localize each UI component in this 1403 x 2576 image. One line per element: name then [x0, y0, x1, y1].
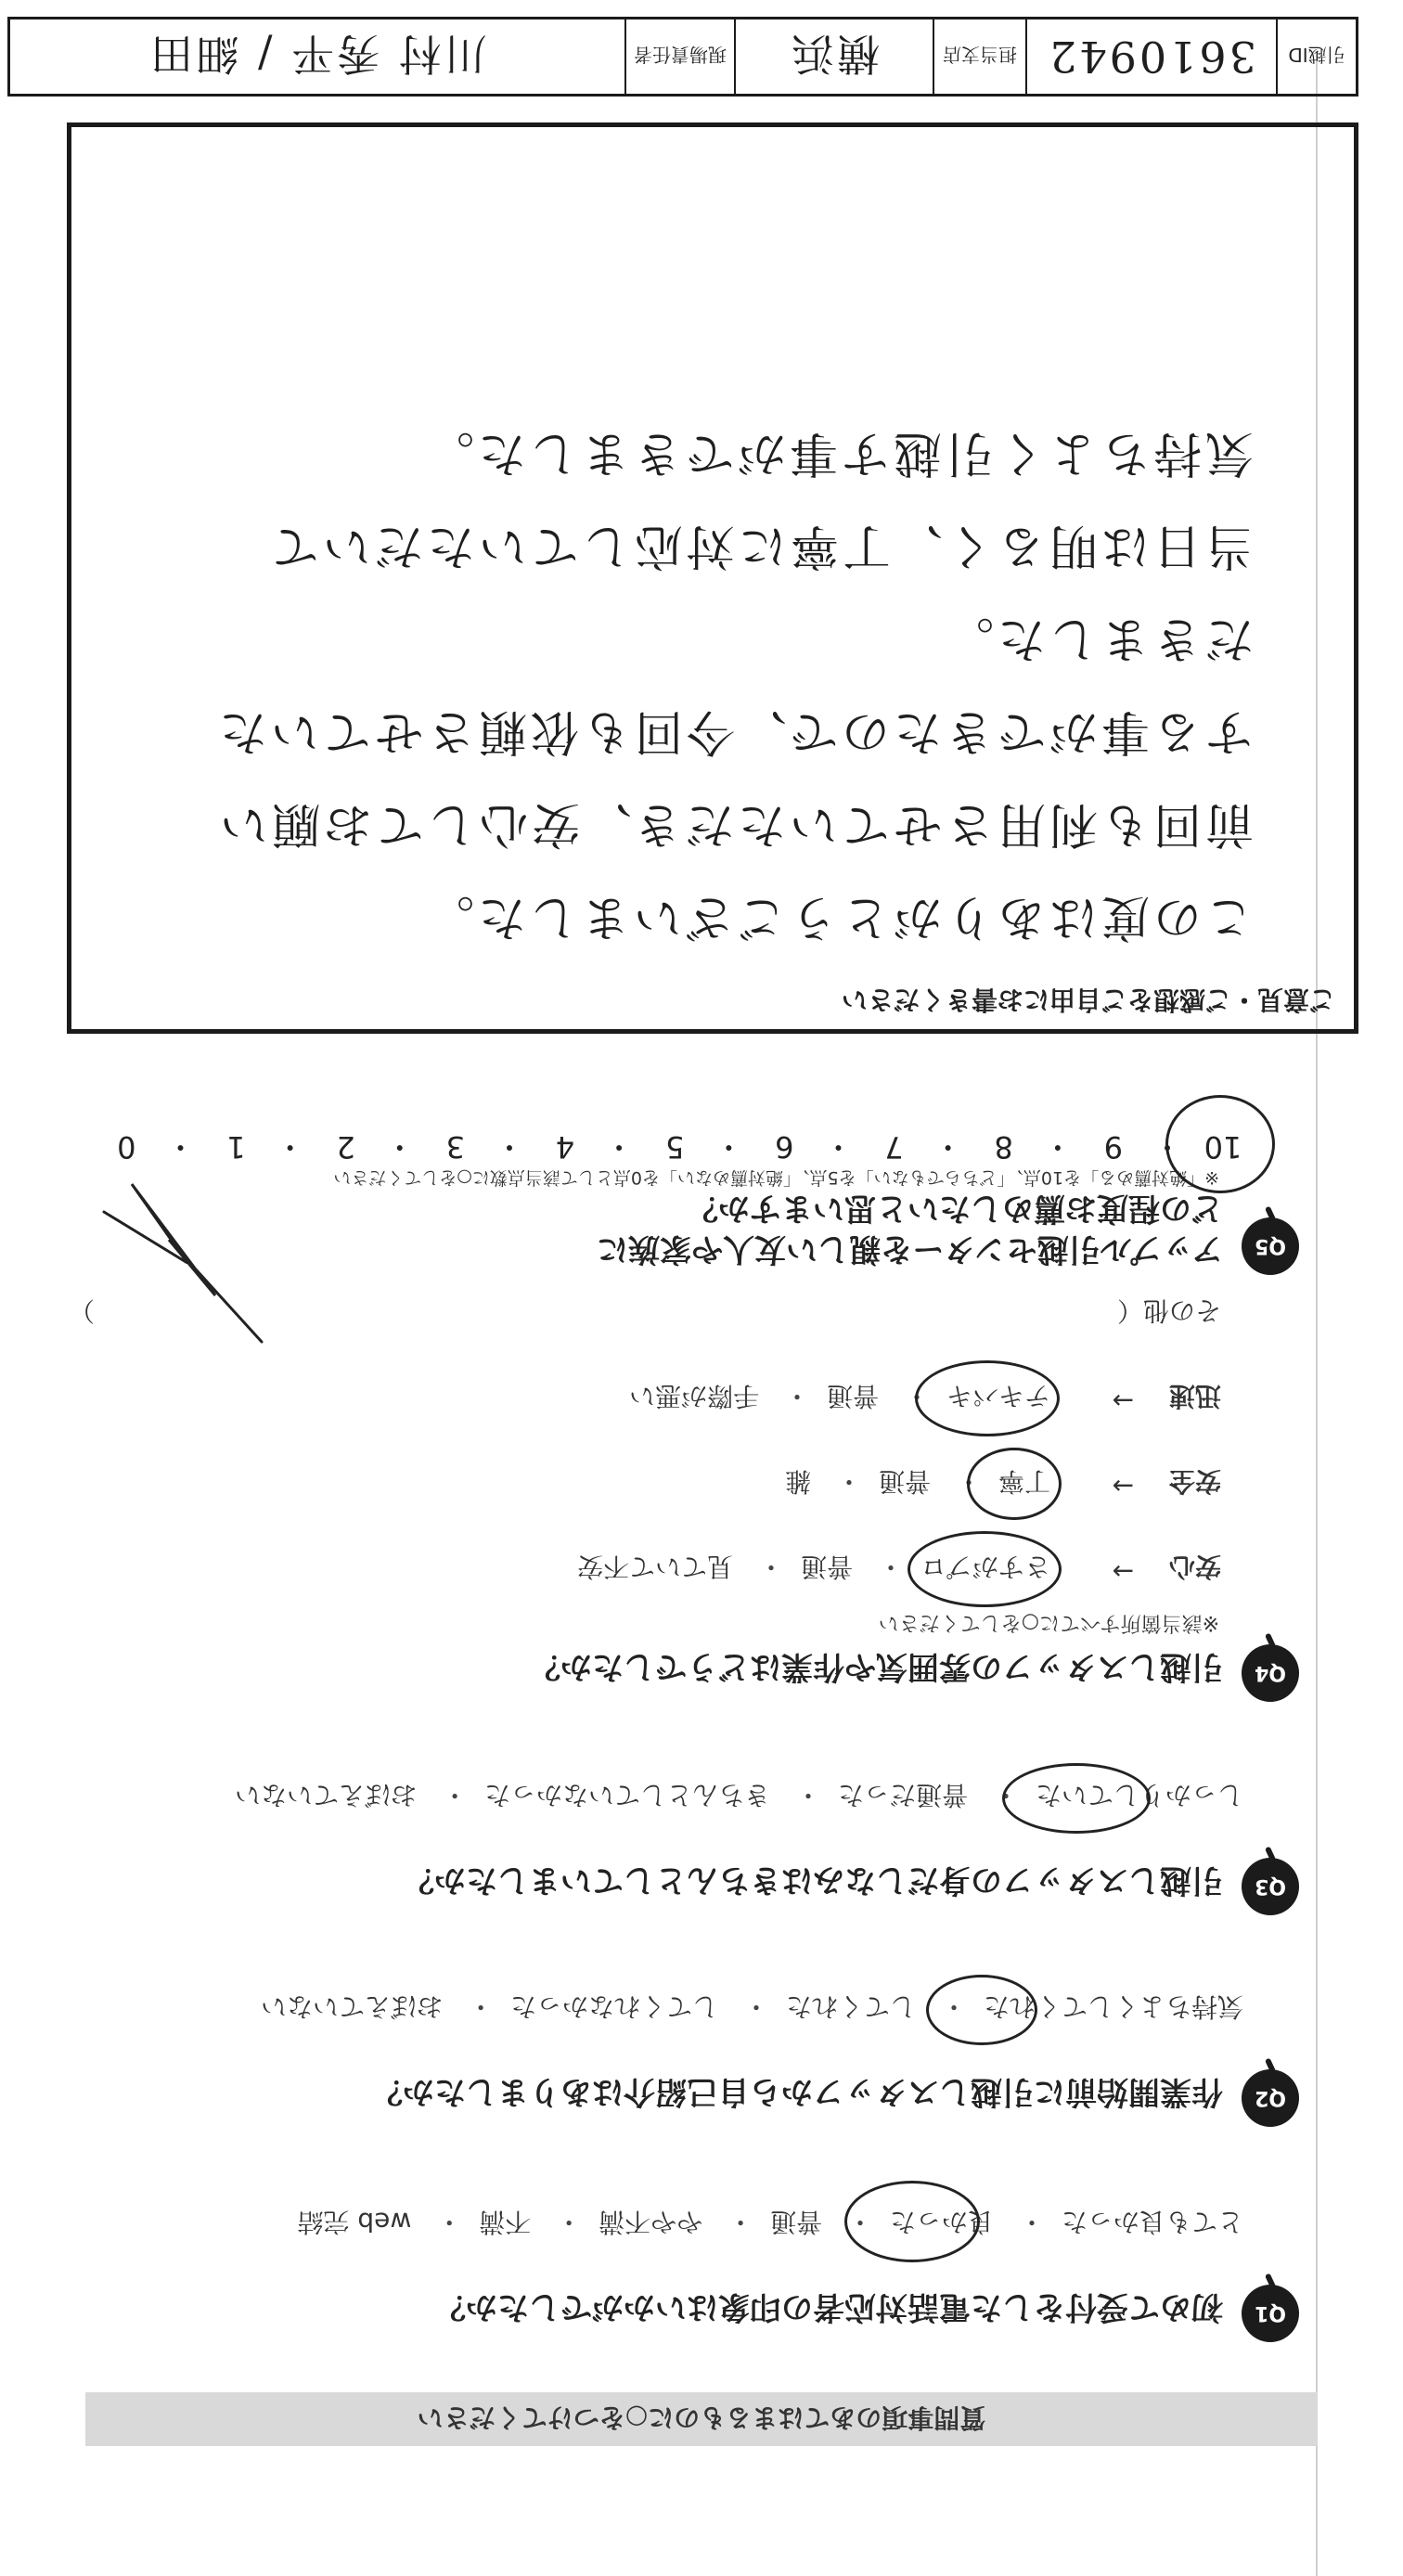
id-value: 3610942	[1047, 32, 1256, 82]
branch-value-cell	[734, 19, 933, 94]
manager-label: 現場責任者	[634, 44, 727, 67]
arrow-right-icon: →	[1112, 1385, 1134, 1416]
q4-option[interactable]: 雑	[785, 1466, 812, 1497]
id-label: 引越ID	[1288, 44, 1345, 67]
q4-option[interactable]: 普通	[879, 1466, 932, 1497]
comment-line: だきました。	[941, 611, 1254, 666]
manager-value: 川村 秀平 / 細田	[148, 29, 487, 79]
q3-question: 引越しスタッフの身だしなみはきちんとしていましたか？	[403, 1861, 1223, 1899]
comment-line: この度はありがとうございました。	[421, 889, 1254, 945]
q2-question: 作業開始前に引越しスタッフから自己紹介はありましたか？	[371, 2073, 1223, 2110]
q1-question: 初めて受付をした電話対応者の印象はいかがでしたか？	[434, 2288, 1223, 2325]
nps-scale: 10・ 9・ 8・ 7・ 6・ 5・ 4・ 3・ 2・ 1・ 0	[58, 1127, 1264, 1170]
q1-options: とても良かった・ 良かった・ 普通・ やや不満・ 不満・ web 完結	[297, 2207, 1243, 2237]
nps-score[interactable]: 5	[664, 1129, 685, 1165]
q4-other-close: ）	[68, 1295, 95, 1326]
q3-option[interactable]: きちんとしていなかった	[484, 1780, 771, 1810]
q4-row-options: さすがプロ・ 普通・ 見ていて不安	[577, 1552, 1050, 1582]
q5-note: ※「絶対薦める」を10点、「どちらでもない」を5点、「絶対薦めない」を0点として該当点数に○をしてください	[333, 1167, 1219, 1188]
manager-label-cell	[624, 19, 734, 94]
id-label-cell	[1276, 19, 1356, 94]
q4-option-selected[interactable]: 丁寧	[998, 1466, 1050, 1497]
q4-row-options: 丁寧・ 普通・ 雑	[785, 1466, 1050, 1497]
instruction-text: 質問事項のあてはまるものに○をつけてください	[417, 2402, 986, 2433]
nps-score[interactable]: 4	[555, 1129, 575, 1165]
id-table	[7, 17, 1358, 97]
nps-score[interactable]: 3	[445, 1129, 465, 1165]
q4-option[interactable]: 見ていて不安	[577, 1552, 734, 1582]
q2-badge: Q2	[1242, 2069, 1299, 2127]
comment-line: 気持ちよく引越す事ができました。	[421, 425, 1254, 481]
comment-box[interactable]	[67, 122, 1358, 1034]
arrow-right-icon: →	[1112, 1556, 1134, 1587]
q1-option[interactable]: 不満	[479, 2207, 532, 2237]
q2-option[interactable]: おぼえていない	[261, 1991, 444, 2022]
q3-option-selected[interactable]: しっかりしていた	[1035, 1780, 1243, 1810]
nps-score[interactable]: 1	[226, 1129, 246, 1165]
q4-other-label: その他（	[1116, 1295, 1221, 1326]
nps-score[interactable]: 0	[117, 1129, 136, 1165]
q1-option[interactable]: web 完結	[297, 2207, 412, 2237]
arrow-right-icon: →	[1112, 1471, 1134, 1501]
q3-badge: Q3	[1242, 1858, 1299, 1915]
nps-score[interactable]: 2	[336, 1129, 355, 1165]
q3-option[interactable]: おぼえていない	[235, 1780, 418, 1810]
branch-label-cell	[933, 19, 1025, 94]
q2-option[interactable]: してくれなかった	[510, 1991, 719, 2022]
nps-score[interactable]: 9	[1103, 1129, 1124, 1165]
q2-option[interactable]: してくれた	[786, 1991, 917, 2022]
q4-option[interactable]: 手際が悪い	[629, 1381, 760, 1411]
q4-note: ※該当箇所すべてに○をしてください	[878, 1611, 1219, 1634]
instruction-banner	[85, 2392, 1318, 2446]
q4-row-label: 迅速	[1168, 1381, 1221, 1411]
q3-option[interactable]: 普通だった	[838, 1780, 969, 1810]
comment-heading: ご意見・ご感想をご自由にお書きください	[841, 985, 1335, 1015]
q4-row-label: 安全	[1168, 1466, 1221, 1497]
q4-option-selected[interactable]: さすがプロ	[920, 1552, 1050, 1582]
nps-score-selected[interactable]: 10	[1203, 1129, 1242, 1165]
comment-line: 当日は明るく、丁寧に対応していただいて	[267, 518, 1254, 573]
branch-value: 横浜	[789, 29, 880, 79]
q1-option[interactable]: やや不満	[599, 2207, 703, 2237]
q4-option[interactable]: 普通	[827, 1381, 880, 1411]
q4-option-selected[interactable]: テキパキ	[946, 1381, 1050, 1411]
nps-score[interactable]: 7	[884, 1129, 904, 1165]
q5-badge: Q5	[1242, 1217, 1299, 1275]
q2-options: 気持ちよくしてくれた・ してくれた・ してくれなかった・ おぼえていない	[261, 1991, 1243, 2022]
comment-line: する事ができたので、今回も依頼させていた	[215, 703, 1254, 759]
q4-badge: Q4	[1242, 1644, 1299, 1702]
q5-question-line2: どの程度お薦めしたいと思いますか？	[687, 1190, 1223, 1227]
pen-scribble	[85, 1175, 271, 1351]
nps-score[interactable]: 8	[994, 1129, 1013, 1165]
nps-score[interactable]: 6	[775, 1129, 794, 1165]
q5-question-line1: アップル引越センターを親しい友人や家族に	[597, 1230, 1223, 1268]
q1-option-selected[interactable]: 良かった	[890, 2207, 995, 2237]
q3-options: しっかりしていた・ 普通だった・ きちんとしていなかった・ おぼえていない	[235, 1780, 1243, 1810]
branch-label: 担当支店	[943, 44, 1017, 67]
q1-badge: Q1	[1242, 2285, 1299, 2342]
q4-question: 引越しスタッフの雰囲気や作業はどうでしたか？	[529, 1648, 1223, 1685]
q1-option[interactable]: とても良かった	[1061, 2207, 1243, 2237]
q4-row-options: テキパキ・ 普通・ 手際が悪い	[629, 1381, 1050, 1411]
manager-value-cell	[10, 19, 624, 94]
q4-row-label: 安心	[1168, 1552, 1221, 1582]
q1-option[interactable]: 普通	[770, 2207, 823, 2237]
q2-option[interactable]: 気持ちよくしてくれた	[983, 1991, 1243, 2022]
comment-line: 前回も利用させていただき、安心してお願い	[216, 796, 1254, 852]
q4-option[interactable]: 普通	[801, 1552, 854, 1582]
id-value-cell	[1025, 19, 1276, 94]
